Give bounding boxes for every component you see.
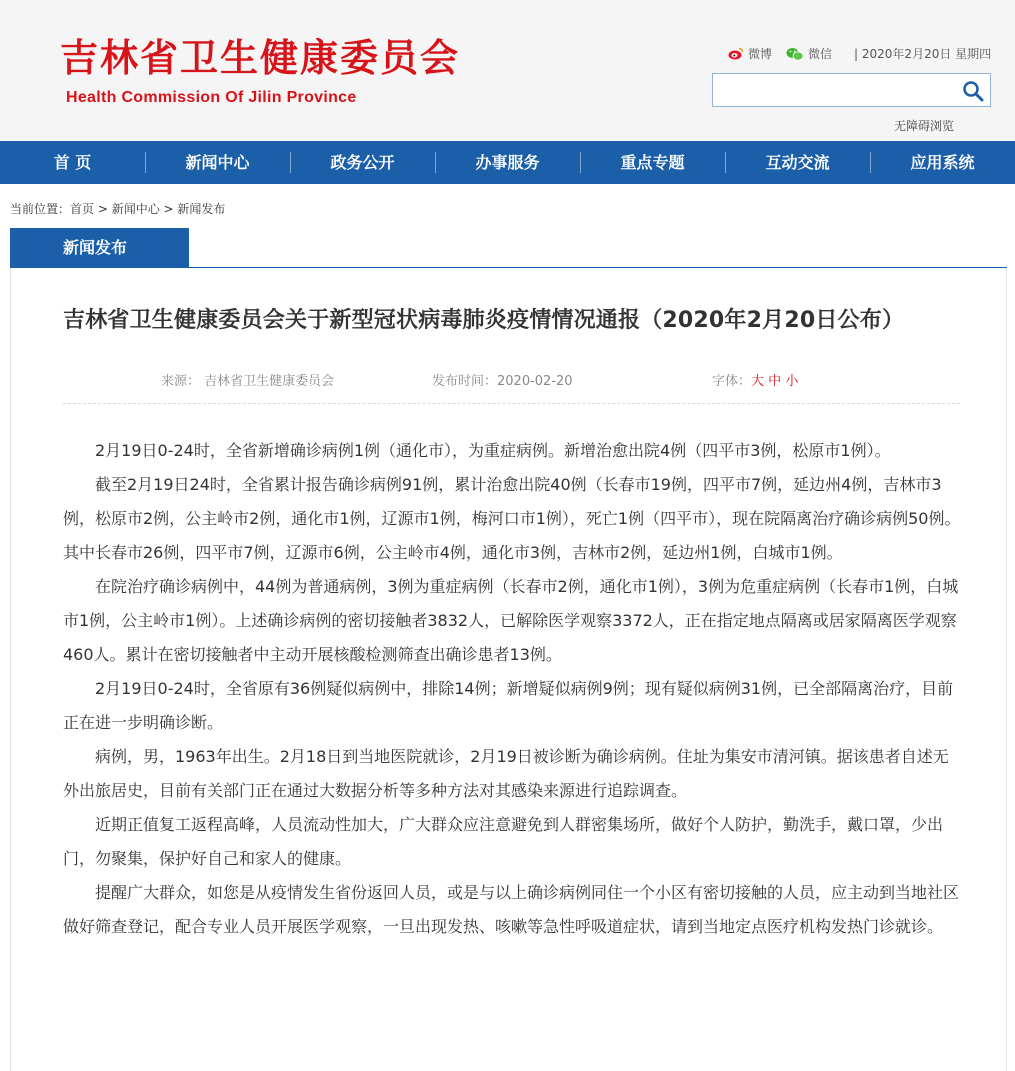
article-publish-time: 发布时间：2020-02-20 <box>432 374 573 389</box>
article-paragraph: 2月19日0-24时，全省新增确诊病例1例（通化市），为重症病例。新增治愈出院4例（四平市3例，松原市1例）。 <box>95 441 891 460</box>
nav-item-government-affairs[interactable]: 政务公开 <box>290 141 435 184</box>
article-container <box>10 268 1007 1071</box>
font-size-medium[interactable]: 中 <box>768 374 782 389</box>
article-body <box>63 434 963 944</box>
article-paragraph: 近期正值复工返程高峰，人员流动性加大，广大群众应注意避免到人群密集场所，做好个人防护，勤洗手，戴口罩，少出门，勿聚集，保护好自己和家人的健康。 <box>63 815 944 868</box>
nav-item-key-topics[interactable]: 重点专题 <box>580 141 725 184</box>
article-paragraph: 提醒广大群众，如您是从疫情发生省份返回人员，或是与以上确诊病例同住一个小区有密切接触的人员，应主动到当地社区做好筛查登记，配合专业人员开展医学观察，一旦出现发热、咳嗽等急性呼吸道症状，请到当地定点医疗机构发热门诊就诊。 <box>63 883 960 936</box>
site-logo-english[interactable]: Health Commission Of Jilin Province <box>66 89 357 106</box>
breadcrumb-separator: > <box>159 202 178 216</box>
article-paragraph: 病例，男，1963年出生。2月18日到当地医院就诊，2月19日被诊断为确诊病例。住址为集安市清河镇。据该患者自述无外出旅居史，目前有关部门正在通过大数据分析等多种方法对其感染来源进行追踪调查。 <box>63 747 949 800</box>
nav-item-services[interactable]: 办事服务 <box>435 141 580 184</box>
breadcrumb-home[interactable]: 首页 <box>70 202 95 216</box>
breadcrumb-news-release[interactable]: 新闻发布 <box>177 202 226 216</box>
breadcrumb-separator: > <box>94 202 112 216</box>
article-title: 吉林省卫生健康委员会关于新型冠状病毒肺炎疫情情况通报（2020年2月20日公布） <box>63 308 905 333</box>
social-links <box>728 45 991 62</box>
search-icon <box>962 80 984 102</box>
wechat-icon <box>786 47 804 61</box>
breadcrumb-prefix: 当前位置： <box>10 202 71 216</box>
search-button[interactable] <box>962 80 984 102</box>
weibo-icon <box>728 47 744 60</box>
weixin-label: 微信 <box>808 47 833 61</box>
weibo-label: 微博 <box>748 47 773 61</box>
site-header <box>0 0 1015 141</box>
article-paragraph: 截至2月19日24时，全省累计报告确诊病例91例，累计治愈出院40例（长春市19例，四平市7例，延边州4例，吉林市3例，松原市2例，公主岭市2例，通化市1例，辽源市1例，梅河口市1例），死亡1例（四平市），现在院隔离治疗确诊病例50例。其中长春市26例，四平市7例，辽源市6例，公主岭市4例，通化市3例，吉林市2例，延边州1例，白城市1例。 <box>63 475 961 562</box>
nav-item-home[interactable]: 首 页 <box>53 153 92 172</box>
meta-divider <box>63 403 960 404</box>
breadcrumb <box>10 200 225 217</box>
article-paragraph: 在院治疗确诊病例中，44例为普通病例，3例为重症病例（长春市2例，通化市1例），3例为危重症病例（长春市1例，白城市1例，公主岭市1例）。上述确诊病例的密切接触者3832人，已解除医学观察3372人，正在指定地点隔离或居家隔离医学观察460人。累计在密切接触者中主动开展核酸检测筛查出确诊患者13例。 <box>63 577 959 664</box>
section-bar <box>10 228 1007 268</box>
font-size-large[interactable]: 大 <box>751 374 765 389</box>
nav-item-news-center[interactable]: 新闻中心 <box>145 141 290 184</box>
font-size-label: 字体： <box>712 374 752 389</box>
article-paragraph: 2月19日0-24时，全省原有36例疑似病例中，排除14例；新增疑似病例9例；现有疑似病例31例，已全部隔离治疗，目前正在进一步明确诊断。 <box>63 679 954 732</box>
section-title: 新闻发布 <box>10 228 189 268</box>
font-size-small[interactable]: 小 <box>785 374 799 389</box>
current-date: | 2020年2月20日 星期四 <box>854 47 992 61</box>
font-size-control <box>712 370 798 389</box>
weibo-link[interactable] <box>728 45 772 62</box>
search-box <box>712 73 991 107</box>
article-source: 来源： 吉林省卫生健康委员会 <box>161 374 335 389</box>
search-input[interactable] <box>713 74 953 106</box>
accessibility-link[interactable]: 无障碍浏览 <box>894 119 955 133</box>
weixin-link[interactable] <box>786 45 832 62</box>
main-nav <box>0 141 1015 184</box>
nav-item-applications[interactable]: 应用系统 <box>870 141 1015 184</box>
site-logo-chinese[interactable]: 吉林省卫生健康委员会 <box>60 35 461 80</box>
breadcrumb-news-center[interactable]: 新闻中心 <box>111 202 160 216</box>
nav-item-interaction[interactable]: 互动交流 <box>725 141 870 184</box>
